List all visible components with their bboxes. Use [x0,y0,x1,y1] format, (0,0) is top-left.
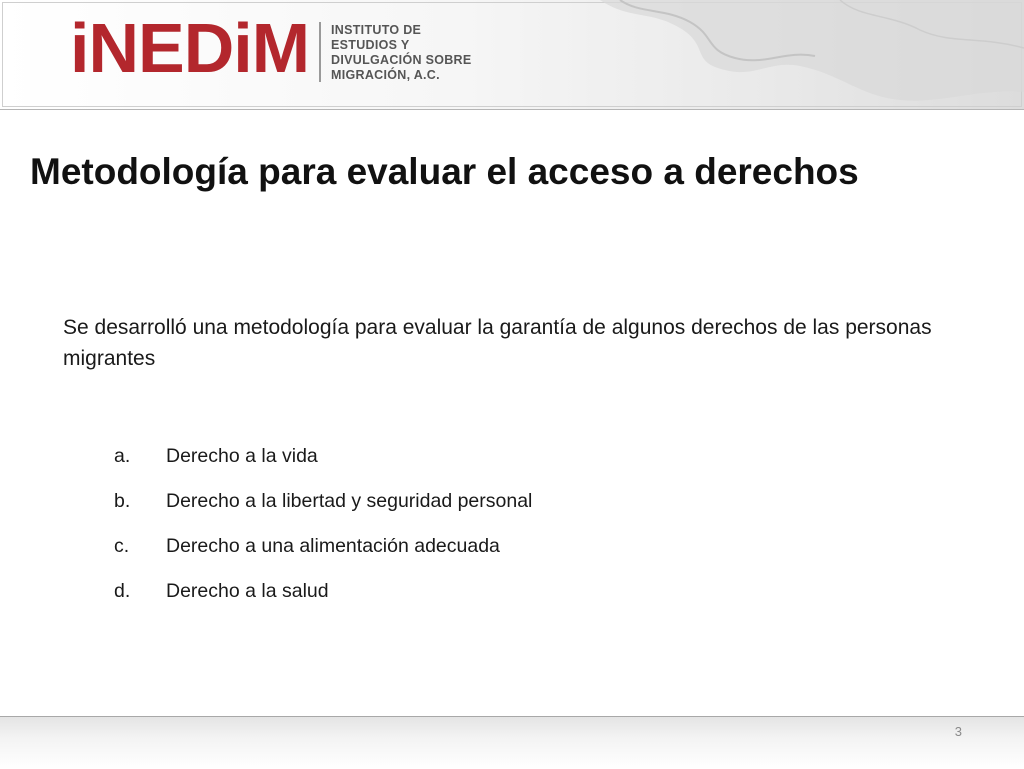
map-watermark [540,0,1024,110]
list-item-text: Derecho a la libertad y seguridad personal [166,490,533,512]
org-name-line: INSTITUTO DE [331,23,422,37]
list-item-text: Derecho a una alimentación adecuada [166,535,500,557]
rights-list [114,441,532,621]
list-marker: d. [114,580,131,602]
organization-name [331,23,472,83]
list-item [114,576,532,621]
org-name-line: MIGRACIÓN, A.C. [331,68,440,82]
list-item [114,486,532,531]
slide-title: Metodología para evaluar el acceso a derechos [30,151,859,192]
page-number: 3 [954,724,962,739]
intro-paragraph: Se desarrolló una metodología para evaluar la garantía de algunos derechos de las personas migrantes [63,316,932,370]
logo-separator [319,22,321,82]
footer-band [0,716,1024,769]
org-name-line: DIVULGACIÓN SOBRE [331,53,472,67]
list-item [114,531,532,576]
list-marker: c. [114,535,130,557]
logo-wordmark: iNEDiM [70,9,309,87]
list-item [114,441,532,486]
org-name-line: ESTUDIOS Y [331,38,410,52]
list-marker: b. [114,490,131,512]
inedim-logo [70,8,472,88]
list-marker: a. [114,445,131,467]
list-item-text: Derecho a la salud [166,580,329,602]
list-item-text: Derecho a la vida [166,445,318,467]
header-banner [0,0,1024,110]
